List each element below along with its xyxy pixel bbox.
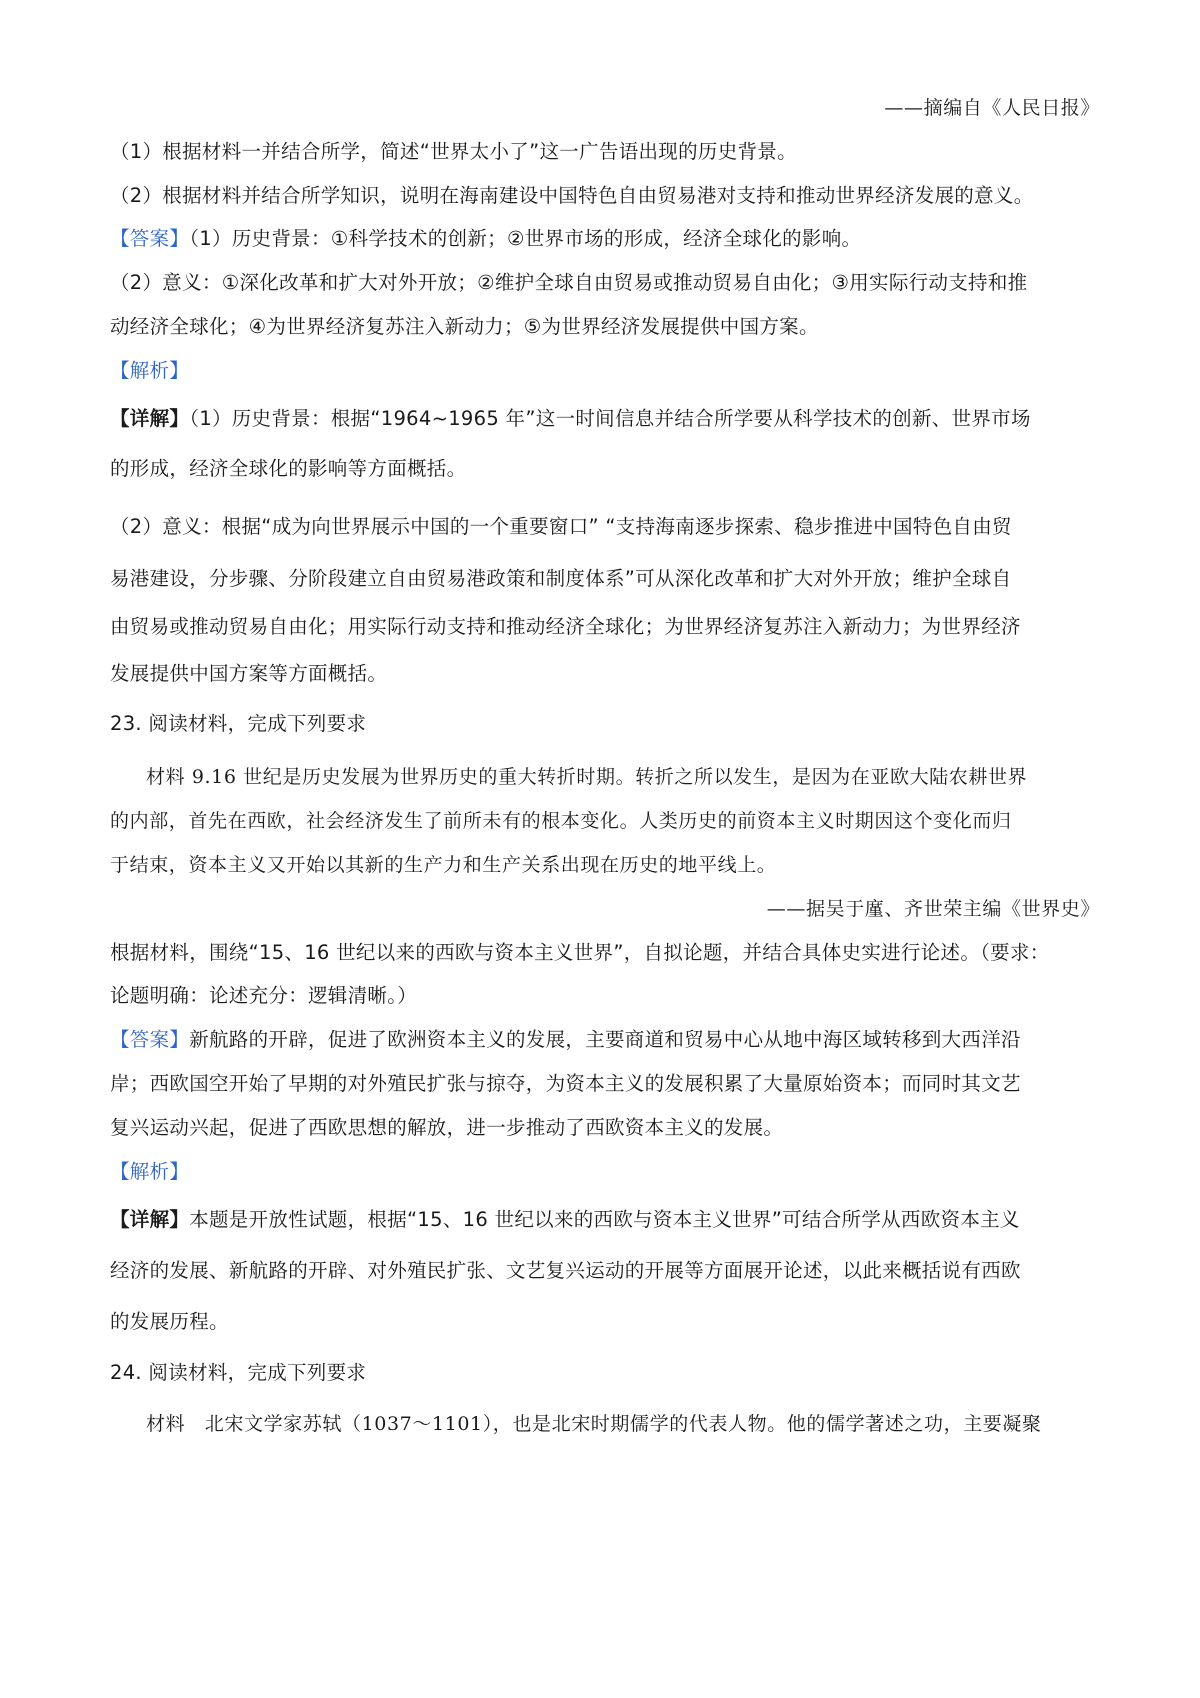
q22-detail-line-5: 由贸易或推动贸易自由化；用实际行动支持和推动经济全球化；为世界经济复苏注入新动力；为世界经济	[110, 615, 1021, 638]
q23-material-line-1: 材料 9.16 世纪是历史发展为世界历史的重大转折时期。转折之所以发生，是因为在亚欧大陆农耕世界	[146, 766, 1028, 788]
answer-tag: 【答案】	[110, 227, 190, 250]
q22-answer-line-3: 动经济全球化；④为世界经济复苏注入新动力；⑤为世界经济发展提供中国方案。	[110, 315, 819, 338]
q23-material-line-2: 的内部，首先在西欧，社会经济发生了前所未有的根本变化。人类历史的前资本主义时期因这个变化而归	[110, 810, 1012, 832]
q22-detail-line-4: 易港建设，分步骤、分阶段建立自由贸易港政策和制度体系”可从深化改革和扩大对外开放；维护全球自	[110, 567, 1012, 590]
q23-task-line-2: 论题明确：论述充分：逻辑清晰。）	[110, 984, 418, 1007]
q23-source: ——据吴于廑、齐世荣主编《世界史》	[766, 898, 1100, 920]
q22-answer-line-1: 【答案】（1）历史背景：①科学技术的创新；②世界市场的形成，经济全球化的影响。	[110, 227, 862, 250]
q22-source: ——摘编自《人民日报》	[884, 97, 1100, 119]
detail-tag: 【详解】	[110, 407, 190, 430]
q23-answer-line-3: 复兴运动兴起，促进了西欧思想的解放，进一步推动了西欧资本主义的发展。	[110, 1116, 784, 1139]
q22-detail-line-2: 的形成，经济全球化的影响等方面概括。	[110, 457, 467, 480]
detail-tag: 【详解】	[110, 1208, 190, 1231]
q22-detail-line-3: （2）意义：根据“成为向世界展示中国的一个重要窗口” “支持海南逐步探索、稳步推进中国特色自由贸	[110, 515, 1012, 538]
q22-subquestion-2: （2）根据材料并结合所学知识，说明在海南建设中国特色自由贸易港对支持和推动世界经济发展的意义。	[110, 184, 1034, 207]
q23-detail-line-3: 的发展历程。	[110, 1310, 229, 1333]
q22-answer-line-2: （2）意义：①深化改革和扩大对外开放；②维护全球自由贸易或推动贸易自由化；③用实际行动支持和推	[110, 271, 1028, 294]
q23-detail-line-1: 【详解】本题是开放性试题，根据“15、16 世纪以来的西欧与资本主义世界”可结合所学从西欧资本主义	[110, 1208, 1020, 1231]
answer-tag: 【答案】	[110, 1028, 190, 1051]
q24-material-line-1: 材料 北宋文学家苏轼（1037～1101），也是北宋时期儒学的代表人物。他的儒学著述之功，主要凝聚	[146, 1413, 1042, 1435]
q23-material-line-3: 于结束，资本主义又开始以其新的生产力和生产关系出现在历史的地平线上。	[110, 854, 777, 876]
q23-task-line-1: 根据材料，围绕“15、16 世纪以来的西欧与资本主义世界”，自拟论题，并结合具体史实进行论述。（要求：	[110, 941, 1050, 964]
q23-heading: 23. 阅读材料，完成下列要求	[110, 712, 367, 735]
q23-answer-line-2: 岸；西欧国空开始了早期的对外殖民扩张与掠夺，为资本主义的发展积累了大量原始资本；而同时其文艺	[110, 1072, 1021, 1095]
q23-analysis-tag: 【解析】	[110, 1160, 190, 1183]
q22-detail-line-6: 发展提供中国方案等方面概括。	[110, 662, 388, 685]
q23-detail-line-2: 经济的发展、新航路的开辟、对外殖民扩张、文艺复兴运动的开展等方面展开论述，以此来概括说有西欧	[110, 1259, 1021, 1282]
q22-analysis-tag: 【解析】	[110, 359, 190, 382]
q22-subquestion-1: （1）根据材料一并结合所学，简述“世界太小了”这一广告语出现的历史背景。	[110, 140, 797, 163]
q23-answer-line-1: 【答案】新航路的开辟，促进了欧洲资本主义的发展，主要商道和贸易中心从地中海区域转移到大西洋沿	[110, 1028, 1021, 1051]
q24-heading: 24. 阅读材料，完成下列要求	[110, 1361, 367, 1384]
q22-detail-line-1: 【详解】（1）历史背景：根据“1964~1965 年”这一时间信息并结合所学要从科学技术的创新、世界市场	[110, 407, 1031, 430]
